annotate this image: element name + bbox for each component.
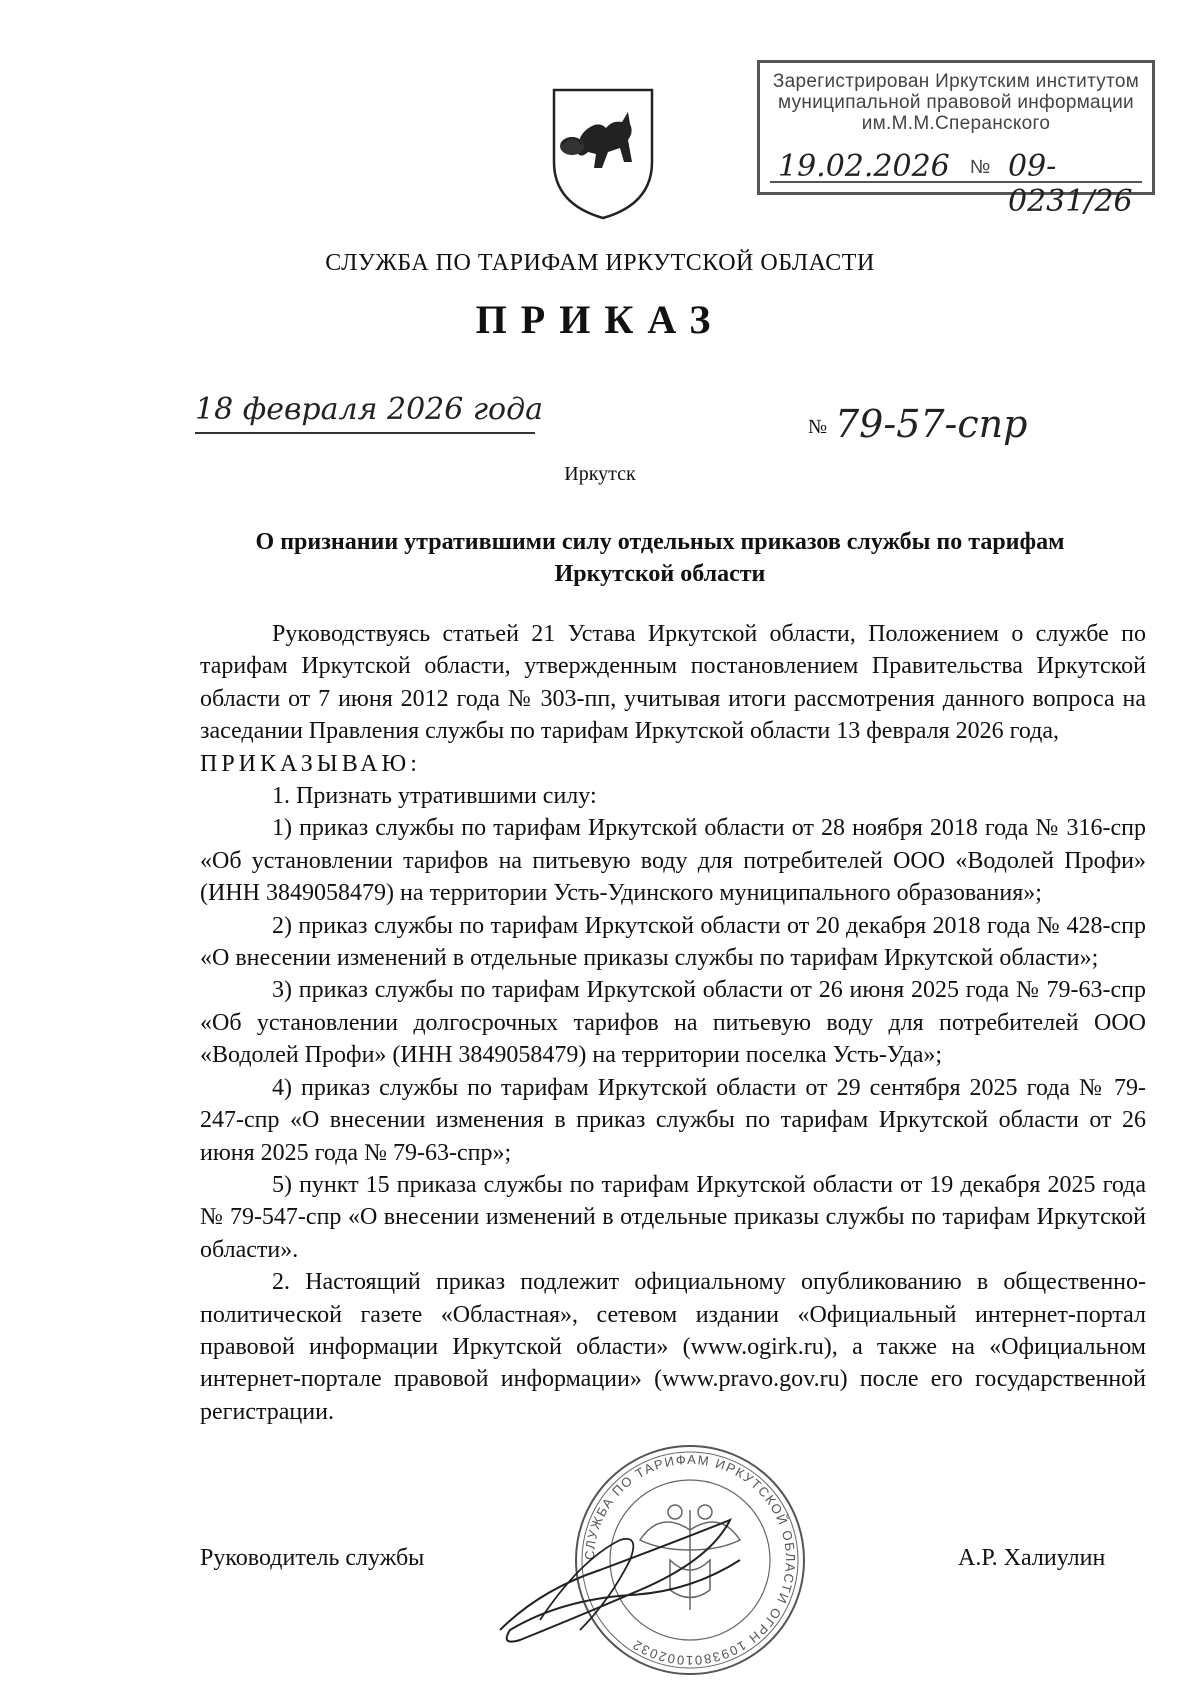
agency-name: СЛУЖБА ПО ТАРИФАМ ИРКУТСКОЙ ОБЛАСТИ — [325, 250, 875, 276]
subitem-2: 2) приказ службы по тарифам Иркутской области от 20 декабря 2018 года № 428-спр «О внесении изменений в отдельные приказы службы по тарифам Иркутской области»; — [200, 912, 1146, 972]
coat-of-arms-icon — [548, 82, 658, 222]
signature-icon — [480, 1500, 780, 1650]
order-number: 79-57-спр — [835, 402, 1028, 446]
registration-stamp-line-2: муниципальной правовой информации — [778, 92, 1134, 113]
order-number-label: № — [808, 416, 828, 438]
subitem-3: 3) приказ службы по тарифам Иркутской области от 26 июня 2025 года № 79-63-спр «Об установлении долгосрочных тарифов на питьевую воду для потребителей ООО «Водолей Профи» (ИНН 3849058479) на территории поселка Усть-Уда»; — [200, 977, 1146, 1069]
subitem-5: 5) пункт 15 приказа службы по тарифам Иркутской области от 19 декабря 2025 года № 79-547-спр «О внесении изменений в отдельные приказы службы по тарифам Иркутской области». — [200, 1171, 1146, 1263]
signatory-name: А.Р. Халиулин — [958, 1545, 1106, 1571]
registration-stamp — [757, 60, 1155, 219]
registration-stamp-line-1: Зарегистрирован Иркутским институтом — [772, 71, 1140, 92]
registration-number: 09-0231/26 — [1008, 149, 1133, 219]
subitem-1: 1) приказ службы по тарифам Иркутской области от 28 ноября 2018 года № 316-спр «Об установлении тарифов на питьевую воду для потребителей ООО «Водолей Профи» (ИНН 3849058479) на территории Усть-Удинского муниципального образования»; — [200, 815, 1146, 907]
registration-stamp-line-3: им.М.М.Сперанского — [861, 113, 1051, 134]
item-2: 2. Настоящий приказ подлежит официальному опубликованию в общественно-политической газете «Областная», сетевом издании «Официальный интернет-портал правовой информации Иркутской области» (www.ogirk.ru), а также на «Официальном интернет-портале правовой информации» (www.pravo.gov.ru) после его государственной регистрации. — [200, 1269, 1146, 1425]
registration-underline — [770, 181, 1142, 183]
signatory-title: Руководитель службы — [200, 1545, 425, 1571]
order-word: ПРИКАЗЫВАЮ: — [200, 750, 421, 777]
document-body — [200, 618, 1146, 1428]
seal-ring-text: СЛУЖБА ПО ТАРИФАМ ИРКУТСКОЙ ОБЛАСТИ ОГРН 1093801002032 — [581, 1451, 799, 1669]
order-date-underline — [195, 432, 535, 434]
registration-date: 19.02.2026 — [778, 149, 950, 184]
item-1-intro: 1. Признать утратившими силу: — [272, 783, 597, 810]
registration-number-label: № — [970, 157, 991, 178]
document-title: О признании утратившими силу отдельных приказов службы по тарифам Иркутской области — [255, 529, 1065, 587]
city: Иркутск — [564, 463, 636, 485]
registration-stamp-footer — [770, 149, 1142, 219]
subitem-4: 4) приказ службы по тарифам Иркутской области от 29 сентября 2025 года № 79-247-спр «О внесении изменения в приказ службы по тарифам Иркутской области от 26 июня 2025 года № 79-63-спр»; — [200, 1074, 1146, 1166]
preamble: Руководствуясь статьей 21 Устава Иркутской области, Положением о службе по тарифам Иркутской области, утвержденным постановлением Правительства Иркутской области от 7 июня 2012 года № 303-пп, учитывая итоги рассмотрения данного вопроса на заседании Правления службы по тарифам Иркутской области 13 февраля 2026 года, — [200, 621, 1146, 745]
order-date: 18 февраля 2026 года — [195, 392, 544, 427]
document-type: ПРИКАЗ — [475, 297, 725, 342]
